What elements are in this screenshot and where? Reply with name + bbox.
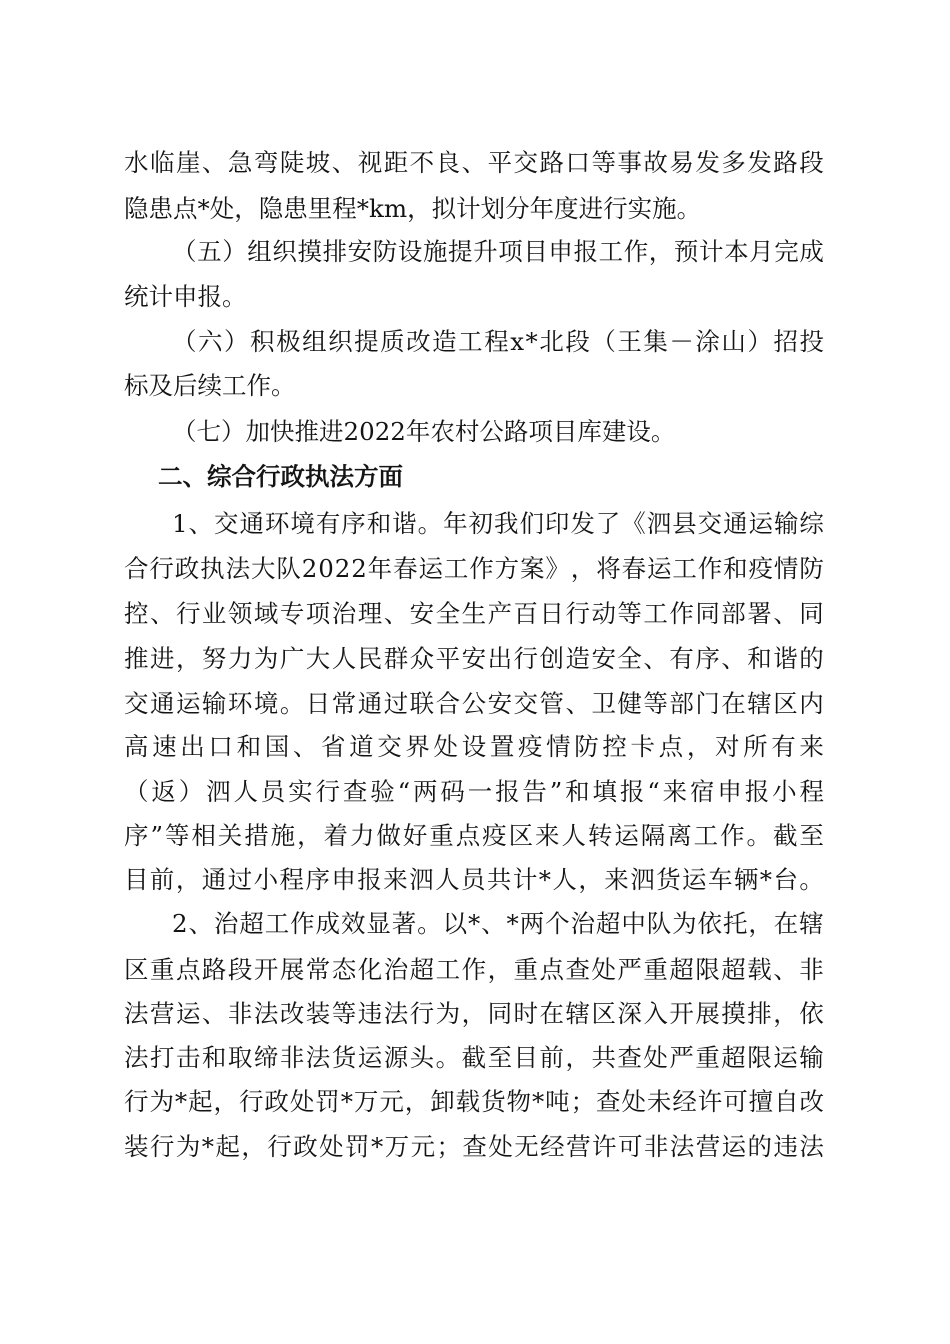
text-line: 水 临 崖 、 急 弯 陡 坡 、 视 距 不 良 、 平 交 路 口 等 事 故 易 发 多 发 路 段 [124, 148, 824, 177]
text-line: （ 六 ） 积 极 组 织 提 质 改 造 工 程 x * 北 段 （ 王 集 － 涂 山 ） 招 投 [172, 327, 824, 356]
text-line: （ 返 ） 泗 人 员 实 行 查 验 “ 两 码 一 报 告 ” 和 填 报 “ 来 宿 申 报 小 程 [124, 777, 824, 806]
text-line: 序 ” 等 相 关 措 施 ， 着 力 做 好 重 点 疫 区 来 人 转 运 隔 离 工 作 。 截 至 [124, 821, 824, 850]
text-line: 法 打 击 和 取 缔 非 法 货 运 源 头 。 截 至 目 前 ， 共 查 处 严 重 超 限 运 输 [124, 1043, 824, 1072]
text-line: 法 营 运 、 非 法 改 装 等 违 法 行 为 ， 同 时 在 辖 区 深 入 开 展 摸 排 ， 依 [124, 999, 824, 1028]
text-line: 合 行 政 执 法 大 队 2 0 2 2 年 春 运 工 作 方 案 》 ， 将 春 运 工 作 和 疫 情 防 [124, 554, 824, 583]
text-line: 行 为 * 起 ， 行 政 处 罚 * 万 元 ， 卸 载 货 物 * 吨 ； 查 处 未 经 许 可 擅 自 改 [124, 1087, 824, 1116]
text-line: 统 计 申 报 。 [124, 282, 247, 311]
section-heading: 二、综合行政执法方面 [158, 462, 403, 491]
text-line: 装 行 为 * 起 ， 行 政 处 罚 * 万 元 ； 查 处 无 经 营 许 可 非 法 营 运 的 违 法 [124, 1132, 824, 1161]
text-line: 推 进 ， 努 力 为 广 大 人 民 群 众 平 安 出 行 创 造 安 全 、 有 序 、 和 谐 的 [124, 644, 824, 673]
text-line: 高 速 出 口 和 国 、 省 道 交 界 处 设 置 疫 情 防 控 卡 点 ， 对 所 有 来 [124, 732, 824, 761]
text-line: 隐 患 点 * 处 ， 隐 患 里 程 * k m ， 拟 计 划 分 年 度 进 行 实 施 。 [124, 194, 702, 223]
text-line: 区 重 点 路 段 开 展 常 态 化 治 超 工 作 ， 重 点 查 处 严 重 超 限 超 载 、 非 [124, 955, 824, 984]
text-line: （ 五 ） 组 织 摸 排 安 防 设 施 提 升 项 目 申 报 工 作 ， 预 计 本 月 完 成 [172, 237, 824, 266]
text-line: 交 通 运 输 环 境 。 日 常 通 过 联 合 公 安 交 管 、 卫 健 等 部 门 在 辖 区 内 [124, 689, 824, 718]
text-line: 标 及 后 续 工 作 。 [124, 371, 296, 400]
text-line: （ 七 ） 加 快 推 进 2 0 2 2 年 农 村 公 路 项 目 库 建 设 。 [172, 417, 676, 446]
text-line: 目 前 ， 通 过 小 程 序 申 报 来 泗 人 员 共 计 * 人 ， 来 泗 货 运 车 辆 * 台 。 [124, 865, 824, 894]
text-line: 控 、 行 业 领 域 专 项 治 理 、 安 全 生 产 百 日 行 动 等 工 作 同 部 署 、 同 [124, 599, 824, 628]
text-line: 1 、 交 通 环 境 有 序 和 谐 。 年 初 我 们 印 发 了 《 泗 县 交 通 运 输 综 [172, 509, 824, 538]
text-line: 2 、 治 超 工 作 成 效 显 著 。 以 * 、 * 两 个 治 超 中 队 为 依 托 ， 在 辖 [172, 909, 824, 938]
